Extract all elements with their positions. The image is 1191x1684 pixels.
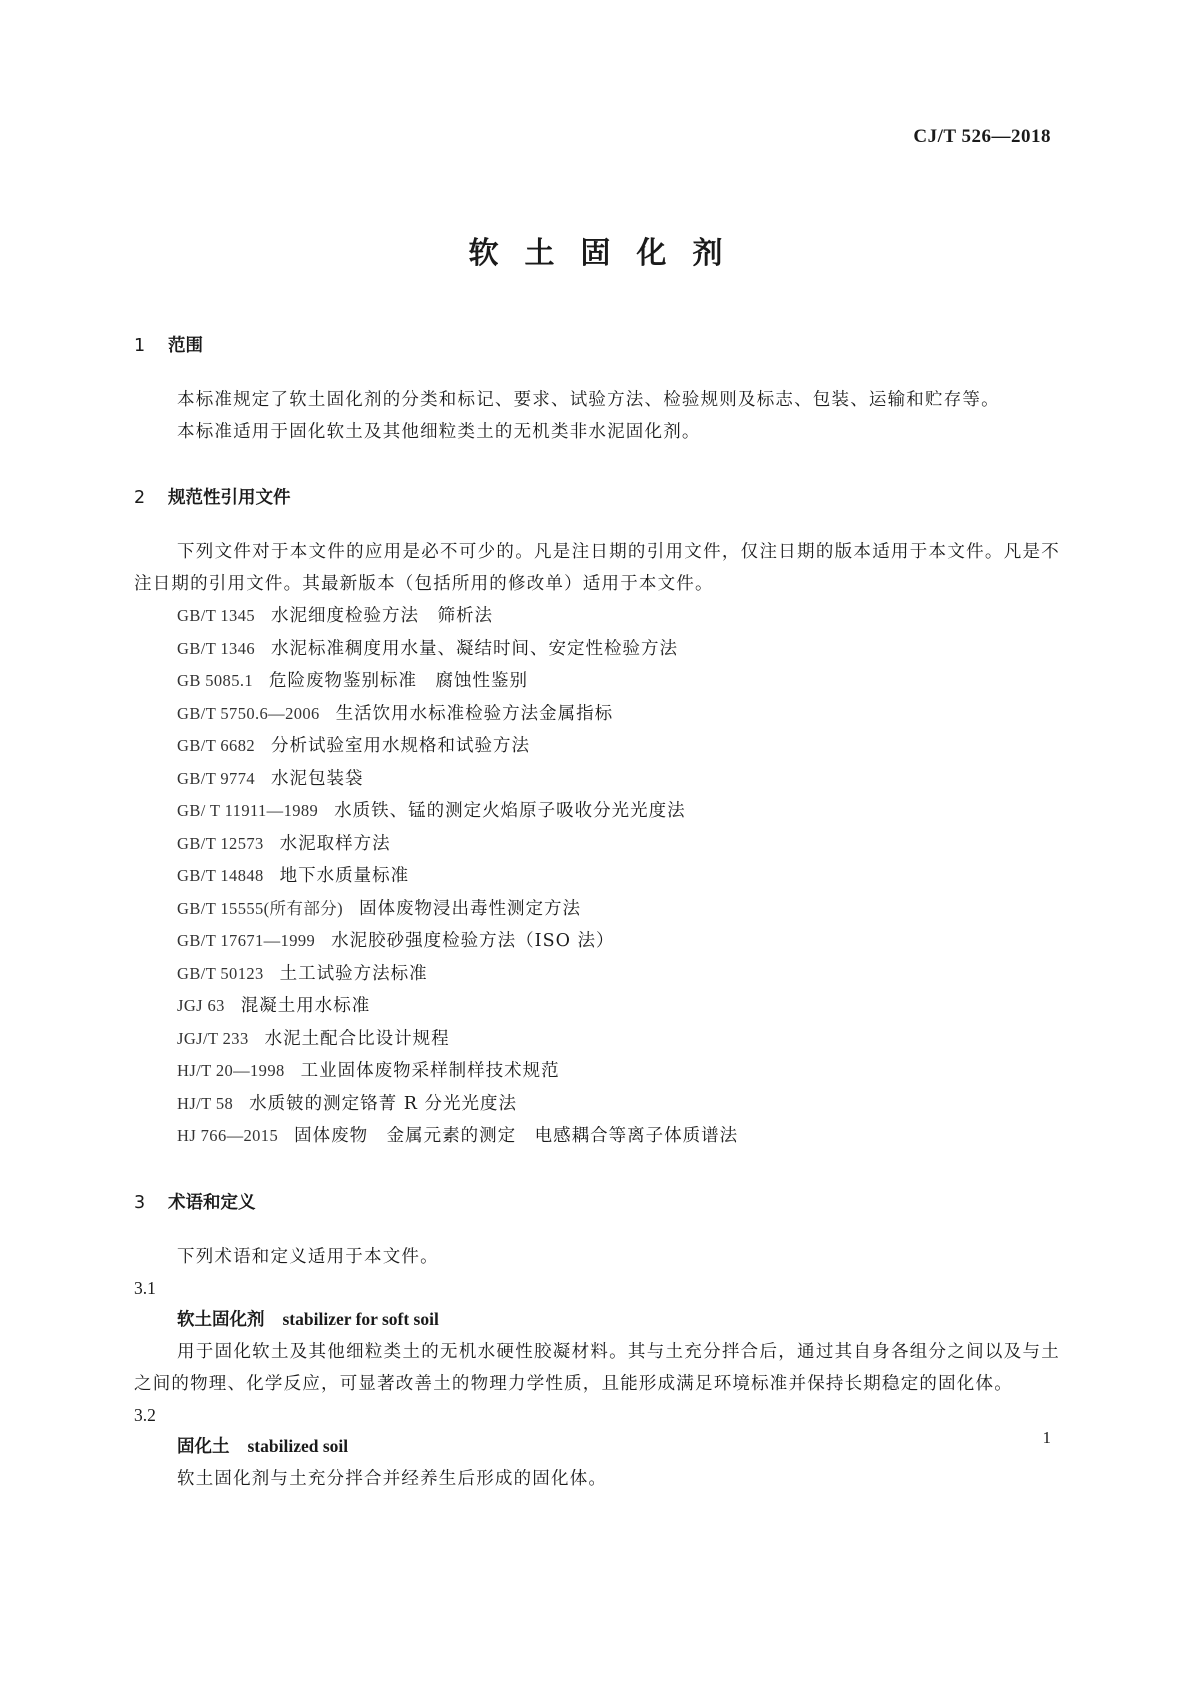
reference-code: HJ/T 58	[177, 1093, 234, 1113]
reference-code: GB/ T 11911—1989	[177, 801, 319, 820]
references-intro: 下列文件对于本文件的应用是必不可少的。凡是注日期的引用文件，仅注日期的版本适用于本文件。凡是不注日期的引用文件。其最新版本（包括所用的修改单）适用于本文件。	[134, 542, 1060, 594]
section-number: 1	[134, 336, 146, 356]
reference-title: 水质铁、锰的测定火焰原子吸收分光光度法	[334, 801, 686, 821]
scope-paragraph: 本标准规定了软土固化剂的分类和标记、要求、试验方法、检验规则及标志、包装、运输和贮存等。	[177, 390, 1000, 410]
reference-title: 生活饮用水标准检验方法金属指标	[335, 703, 614, 724]
reference-title: 固体废物 金属元素的测定 电感耦合等离子体质谱法	[294, 1126, 739, 1146]
reference-list	[134, 600, 1060, 1153]
section-heading-references	[134, 484, 1060, 512]
page-number: 1	[1042, 1428, 1051, 1447]
reference-code: GB 5085.1	[177, 671, 254, 690]
list-item	[134, 860, 1060, 893]
reference-title: 工业固体废物采样制样技术规范	[300, 1061, 560, 1081]
term-english: stabilized soil	[247, 1435, 349, 1456]
document-title: 软土固化剂	[468, 236, 749, 271]
term-chinese: 软土固化剂	[177, 1309, 265, 1330]
scope-paragraph: 本标准适用于固化软土及其他细粒类土的无机类非水泥固化剂。	[177, 422, 701, 442]
terms-intro: 下列术语和定义适用于本文件。	[177, 1246, 439, 1267]
section-title: 范围	[168, 336, 203, 356]
section-heading-scope	[134, 332, 1060, 360]
reference-title: 水泥胶砂强度检验方法（ISO 法）	[331, 931, 615, 951]
list-item	[134, 958, 1060, 991]
reference-code: JGJ 63	[177, 996, 225, 1015]
list-item	[134, 763, 1060, 796]
reference-title: 水泥标准稠度用水量、凝结时间、安定性检验方法	[271, 638, 679, 659]
reference-code: GB/T 15555(所有部分)	[177, 898, 344, 918]
list-item	[134, 1055, 1060, 1088]
list-item	[134, 795, 1060, 828]
term-definition: 软土固化剂与土充分拌合并经养生后形成的固化体。	[177, 1468, 608, 1489]
list-item	[134, 600, 1060, 633]
list-item	[134, 925, 1060, 958]
reference-title: 水质铍的测定铬菁 R 分光光度法	[249, 1093, 517, 1114]
reference-title: 分析试验室用水规格和试验方法	[271, 736, 531, 756]
reference-title: 地下水质量标准	[279, 866, 410, 886]
reference-title: 水泥包装袋	[271, 768, 364, 789]
list-item	[134, 665, 1060, 698]
list-item	[134, 698, 1060, 731]
list-item	[134, 1120, 1060, 1153]
reference-code: GB/T 6682	[177, 736, 256, 755]
list-item	[134, 1023, 1060, 1056]
reference-code: JGJ/T 233	[177, 1028, 249, 1048]
term-line	[134, 1304, 1060, 1336]
reference-title: 水泥土配合比设计规程	[264, 1028, 450, 1049]
reference-code: GB/T 12573	[177, 833, 264, 853]
term-line	[134, 1431, 1060, 1463]
list-item	[134, 893, 1060, 926]
reference-code: GB/T 14848	[177, 866, 264, 885]
reference-title: 水泥取样方法	[279, 833, 391, 854]
reference-code: GB/T 50123	[177, 963, 264, 983]
section-number: 3	[134, 1192, 146, 1213]
reference-code: HJ 766—2015	[177, 1126, 279, 1145]
reference-title: 混凝土用水标准	[240, 996, 371, 1016]
clause-number: 3.1	[134, 1277, 156, 1298]
reference-code: GB/T 1346	[177, 638, 256, 658]
term-chinese: 固化土	[177, 1436, 230, 1457]
section-title: 术语和定义	[168, 1192, 256, 1213]
clause-number: 3.2	[134, 1404, 156, 1425]
list-item	[134, 730, 1060, 763]
reference-title: 危险废物鉴别标准 腐蚀性鉴别	[269, 671, 529, 691]
reference-code: GB/T 5750.6—2006	[177, 703, 320, 723]
standard-code: CJ/T 526—2018	[913, 126, 1051, 147]
section-heading-terms	[134, 1189, 1060, 1217]
reference-title: 土工试验方法标准	[279, 963, 428, 984]
list-item	[134, 990, 1060, 1023]
reference-title: 固体废物浸出毒性测定方法	[359, 898, 582, 919]
reference-code: HJ/T 20—1998	[177, 1061, 285, 1080]
reference-code: GB/T 17671—1999	[177, 931, 316, 950]
list-item	[134, 828, 1060, 861]
reference-code: GB/T 9774	[177, 768, 256, 788]
reference-code: GB/T 1345	[177, 606, 256, 625]
section-number: 2	[134, 488, 146, 508]
section-title: 规范性引用文件	[168, 488, 291, 508]
list-item	[134, 633, 1060, 666]
reference-title: 水泥细度检验方法 筛析法	[271, 606, 494, 626]
document-body	[134, 332, 1060, 1495]
term-definition: 用于固化软土及其他细粒类土的无机水硬性胶凝材料。其与土充分拌合后，通过其自身各组分之间以及与土之间的物理、化学反应，可显著改善土的物理力学性质，且能形成满足环境标准并保持长期稳定的固化体。	[134, 1341, 1060, 1394]
list-item	[134, 1088, 1060, 1121]
term-english: stabilizer for soft soil	[282, 1308, 439, 1329]
